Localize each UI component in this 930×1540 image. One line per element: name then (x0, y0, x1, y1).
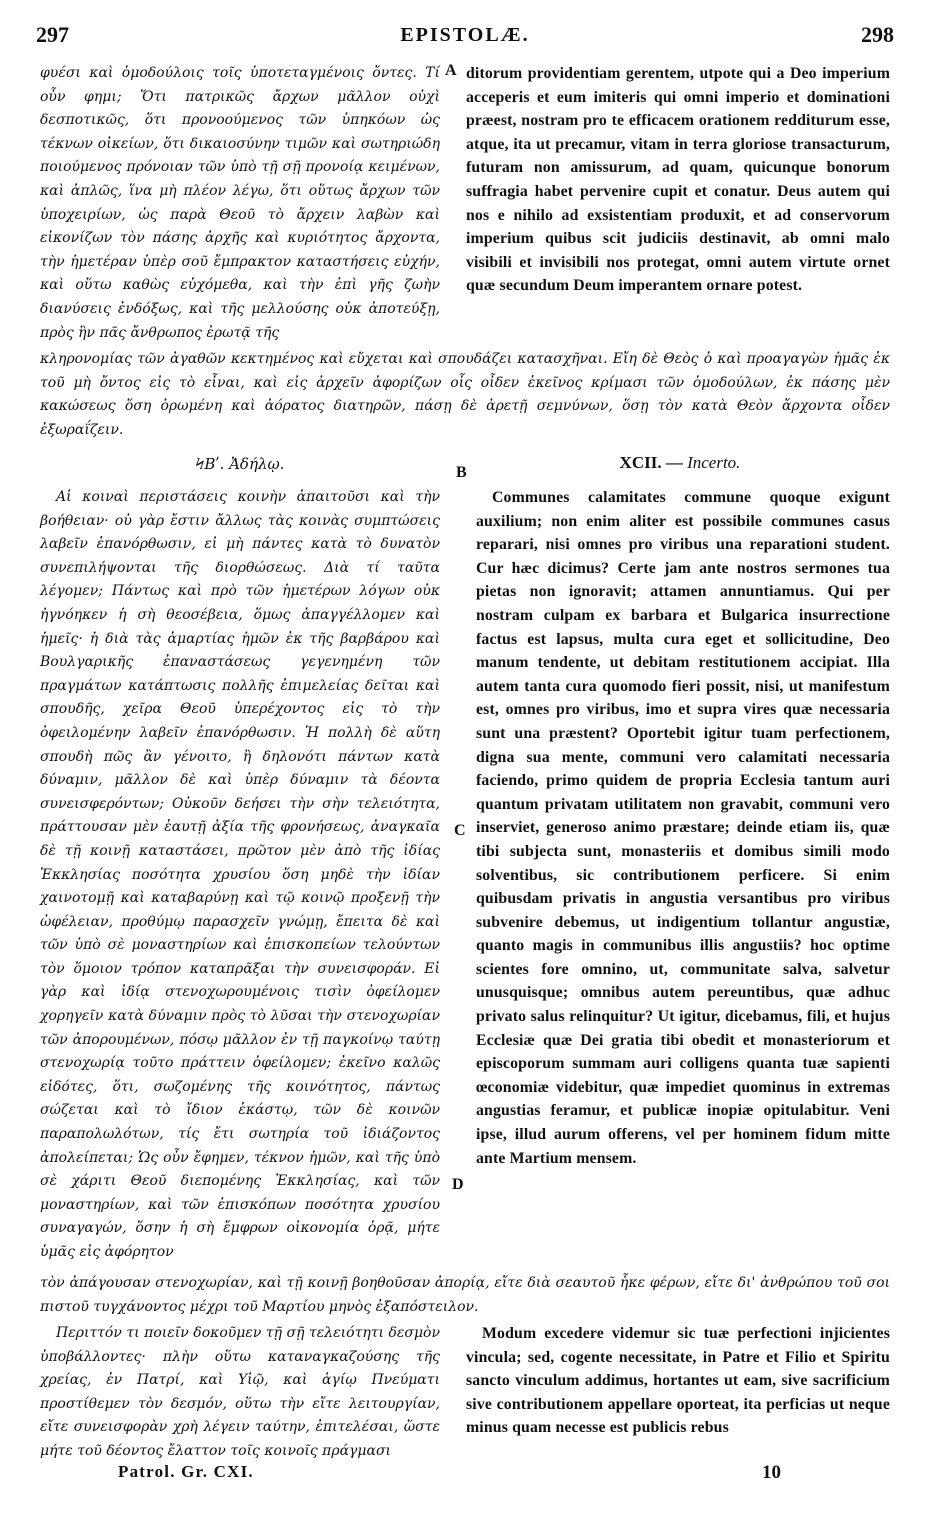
spanning-greek-text: κληρονομίας τῶν ἀγαθῶν κεκτημένος καὶ εὔχεται καὶ σπουδάζει κατασχῆναι. Εἴη δὲ Θεὸς ὁ καὶ προαγαγὼν ἡμᾶς ἐκ τοῦ μὴ ὄντος εἰς τὸ εἶναι, καὶ εἰς ἀρχεῖν ἀφορίζων οἷς οἶδεν ἐκεῖνος κρίμασι τῶν ὁμοδούλων, ἐκ πάσης μὲν κακώσεως ὅση ὁρωμένη καὶ ἀόρατος διατηρῶν, πάσῃ δὲ ἀρετῇ σεμνύνων, ὅσῃ τὸν κατὰ Θεὸν ἄρχοντα οἶδεν ἐξωραΐζειν. (40, 351, 890, 438)
spanning-greek-text-2: τὸν ἀπάγουσαν στενοχωρίαν, καὶ τῇ κοινῇ βοηθοῦσαν ἀπορίᾳ, εἴτε διὰ σεαυτοῦ ἧκε φέρων, εἴτε δι' ἀνθρώπου τοῦ σοι πιστοῦ τυγχάνοντος μέχρι τοῦ Μαρτίου μηνὸς ἐξαπόστειλον. (40, 1275, 890, 1315)
footer-signature: Patrol. Gr. CXI. (118, 1462, 254, 1481)
latin-paragraph-top: ditorum providentiam gerentem, utpote qui a Deo imperium acceperis et eum imiteris qui omni imperio et dominationi præest, nostram pro te efficacem orationem redditurum esse, atque, ita ut precamur, vitam in terra gloriose transacturum, futuram non amissurum, ad quam, quicunque bonorum suffragia habet pervenire cupit et conatur. Deus autem qui nos e nihilo ad exsistentiam produxit, et ad conservorum imperium quibus scit judiciis destinavit, ab omni malo visibili et invisibili nos protegat, omni autem virtute ornet quæ secundum Deum imperantem ornare potest. (466, 65, 890, 295)
latin-column-top (466, 62, 890, 298)
greek-paragraph-top: φυέσι καὶ ὁμοδούλοις τοῖς ὑποτεταγμένοις ὄντες. Τί οὖν φημι; Ὅτι πατρικῶς ἄρχων μᾶλλον οὐχὶ δεσποτικῶς, ὅτι προνοούμενος τῶν ὑπηκόων ὡς τέκνων οἰκείων, ὅτι δικαιοσύνην τιμῶν καὶ σωτηριώδη ποιούμενος πρόνοιαν τῶν ὑπὸ τῇ σῇ προνοίᾳ κειμένων, καὶ ἁπλῶς, ἵνα μὴ πλέον λέγω, ὅτι οὕτως ἄρχων τῶν ὑποχειρίων, ὡς παρὰ Θεοῦ τὸ ἄρχειν λαβὼν καὶ εἰκονίζων τὸν πάσης ἀρχῆς καὶ κυριότητος ἄρχοντα, τὴν ἡμετέραν ὑπὲρ σοῦ ἔμπρακτον καταστήσεις εὐχήν, καὶ οὕτω καθὼς εὐχόμεθα, καὶ τὴν ἐπὶ γῆς ζωὴν διανύσεις ἐνδόξως, καὶ τῆς μελλούσης οὐκ ἀποτεύξῃ, πρὸς ἣν πᾶς ἄνθρωπος ἐρωτᾷ τῆς (40, 65, 440, 341)
margin-marker-c: C (454, 822, 466, 839)
latin-paragraph-final: Modum excedere videmur sic tuæ perfectioni injicientes vincula; sed, cogente necessitate, in Patre et Filio et Spiritu sancto vinculum addimus, hortantes ut eam, sive sacrificium sive contributionem appellare oporteat, ita perficias ut neque minus quam necesse est publicis rebus (466, 1325, 890, 1437)
margin-marker-a: A (445, 62, 457, 79)
greek-column-top (40, 62, 440, 345)
greek-column-main (40, 486, 440, 1265)
page-header (36, 20, 894, 54)
greek-column-final (40, 1322, 440, 1464)
section-heading-latin (470, 453, 890, 473)
latin-column-final (466, 1322, 890, 1440)
page-number-left: 297 (36, 22, 69, 47)
margin-marker-d: D (452, 1176, 464, 1193)
greek-paragraph-final: Περιττόν τι ποιεῖν δοκοῦμεν τῇ σῇ τελειότητι δεσμὸν ὑποβάλλοντες· πλὴν οὕτω καταναγκαζούσης τῆς χρείας, ἐν Πατρί, καὶ Υἱῷ, καὶ ἁγίῳ Πνεύματι προστίθεμεν τὸν δεσμόν, οὕτω τὴν εἴτε λειτουργίαν, εἴτε συνεισφορὰν χρὴ λέγειν ταύτην, ἐπιτελέσαι, ὥστε μήτε τοῦ δέοντος ἔλαττον τοῖς κοινοῖς πράγμασι (40, 1325, 440, 1459)
page-number-right: 298 (861, 22, 894, 47)
margin-marker-b: B (456, 464, 467, 481)
latin-paragraph-main: Communes calamitates commune quoque exigunt auxilium; non enim aliter est possibile communes casus reparari, nisi omnes pro viribus una reparationi student. Cur hæc dicimus? Certe jam ante nostros sermones tua pietas non ignoravit; attamen annuntiamus. Qui per nostram culpam ex barbara et Bulgarica insurrectione factus est lapsus, multa cura eget et sollicitudine, Deo manum tendente, ut debitam restitutionem accipiat. Illa autem tanta cura quomodo fieri possit, nisi, ut manifestum est, omnes pro viribus, imo et supra vires quæ necessaria sunt una præstent? Oportebit igitur tuam perfectionem, digna sua mente, communi vero calamitati necessaria faciendo, primo quidem de propria Ecclesia tantum auri quantum privatam utilitatem non gravabit, communi vero inserviet, generoso animo præstare; deinde etiam iis, quæ tibi subjecta sunt, monasteriis et domibus simili modo solventibus, sic contributionem perficere. Si enim quibusdam privatis in angustia versantibus pro viribus subvenire debemus, ut indigentium tollantur angustiæ, quanto magis in communibus illis angustiis? hoc optime scientes fore omnino, ut, communitate salva, salvetur unusquisque; omnibus autem pereuntibus, quæ adhuc privato salus relinquitur? Ut igitur, dicebamus, fili, et hujus Ecclesiæ quæ Dei gratia tibi obedit et monasteriorum et episcoporum summam auri colligens quanta tuæ sapienti œconomiæ videbitur, quæ impediet quominus in extremas angustias feramur, et publicæ inopiæ opitulabitur. Veni ipse, illud aurum offerens, vel per hominem fidum mitte ante Martium mensem. (476, 489, 890, 1167)
section-title-latin: Incerto. (687, 453, 741, 472)
section-heading-greek: ϞΒʹ. Ἀδήλῳ. (195, 455, 285, 473)
section-number-latin: XCII. — (619, 453, 683, 472)
footer-sheet-number: 10 (762, 1462, 781, 1483)
greek-paragraph-main: Αἱ κοιναὶ περιστάσεις κοινὴν ἀπαιτοῦσι καὶ τὴν βοήθειαν· οὐ γὰρ ἔστιν ἄλλως τὰς κοινὰς συμπτώσεις λαβεῖν ἐπανόρθωσιν, εἰ μὴ πάντες κατὰ τὸ δυνατὸν συνεπιλήψονται τῆς διορθώσεως. Διὰ τί ταῦτα λέγομεν; Πάντως καὶ πρὸ τῶν ἡμετέρων λόγων οὐκ ἠγνόηκεν ἡ σὴ θεοσέβεια, ὅμως ἀπαγγέλλομεν καὶ ἡμεῖς· ἡ διὰ τὰς ἁμαρτίας ἡμῶν ἐκ τῆς βαρβάρου καὶ Βουλγαρικῆς ἐπαναστάσεως γεγενημένη τῶν πραγμάτων κατάπτωσις πολλῆς ἐπιμελείας δεῖται καὶ σπουδῆς, χεῖρα Θεοῦ ὑπερέχοντος εἰς τὸ τὴν ὀφειλομένην λαβεῖν ἐπανόρθωσιν. Ἡ πολλὴ δὲ αὕτη σπουδὴ πῶς ἂν γένοιτο, ἢ δηλονότι πάντων κατὰ δύναμιν, μᾶλλον δὲ καὶ ὑπὲρ δύναμιν τὰ δέοντα συνεισφερόντων; Οὐκοῦν δεήσει τὴν σὴν τελειότητα, πράττουσαν μὲν ἑαυτῇ ἀξία τῆς φρονήσεως, ἀναγκαῖα δὲ τῇ κοινῇ καταστάσει, πρῶτον μὲν ἀπὸ τῆς ἰδίας Ἐκκλησίας ποσότητα χρυσίου ὅση μηδὲ τὴν ἰδίαν χαινοτομῇ καὶ καταβαρύνῃ καὶ τῷ κοινῷ προξενῇ τὴν ὠφέλειαν, προθύμῳ παρασχεῖν γνώμῃ, ἔπειτα δὲ καὶ τῶν ὑπὸ σὲ μοναστηρίων καὶ ἐπισκοπείων τελούντων τὸν ὅμοιον τρόπον καταπρᾶξαι τὴν συνεισφοράν. Εἰ γὰρ καὶ ἰδίᾳ στενοχωρουμένοις τισὶν ὀφείλομεν χορηγεῖν κατὰ δύναμιν πρὸς τὸ λῦσαι τὴν στενοχωρίαν τῶν ἀπορουμένων, πόσῳ μᾶλλον ἐν τῇ παγκοίνῳ ταύτῃ στενοχωρίᾳ τοῦτο πράττειν ὀφείλομεν; ἐκεῖνο καλῶς εἰδότες, ὅτι, σωζομένης τῆς κοινότητος, πάντως σώζεται καὶ τὸ ἴδιον ἑκάστῳ, τῶν δὲ κοινῶν παραπολωλότων, τίς ἔτι σωτηρία τοῦ ἰδιάζοντος ἀπολείπεται; Ὡς οὖν ἔφημεν, τέκνον ἡμῶν, καὶ τῆς ὑπὸ σὲ χάριτι Θεοῦ διεπομένης Ἐκκλησίας, καὶ τῶν μοναστηρίων, καὶ τῶν ἐπισκόπων ποσότητα χρυσίου συναγαγών, ὅσην ἡ σὴ ἔμφρων οἰκονομία ὁρᾷ, μήτε ὑμᾶς εἰς ἀφόρητον (40, 489, 440, 1260)
latin-column-main (476, 486, 890, 1170)
running-title: EPISTOLÆ. (400, 24, 530, 46)
